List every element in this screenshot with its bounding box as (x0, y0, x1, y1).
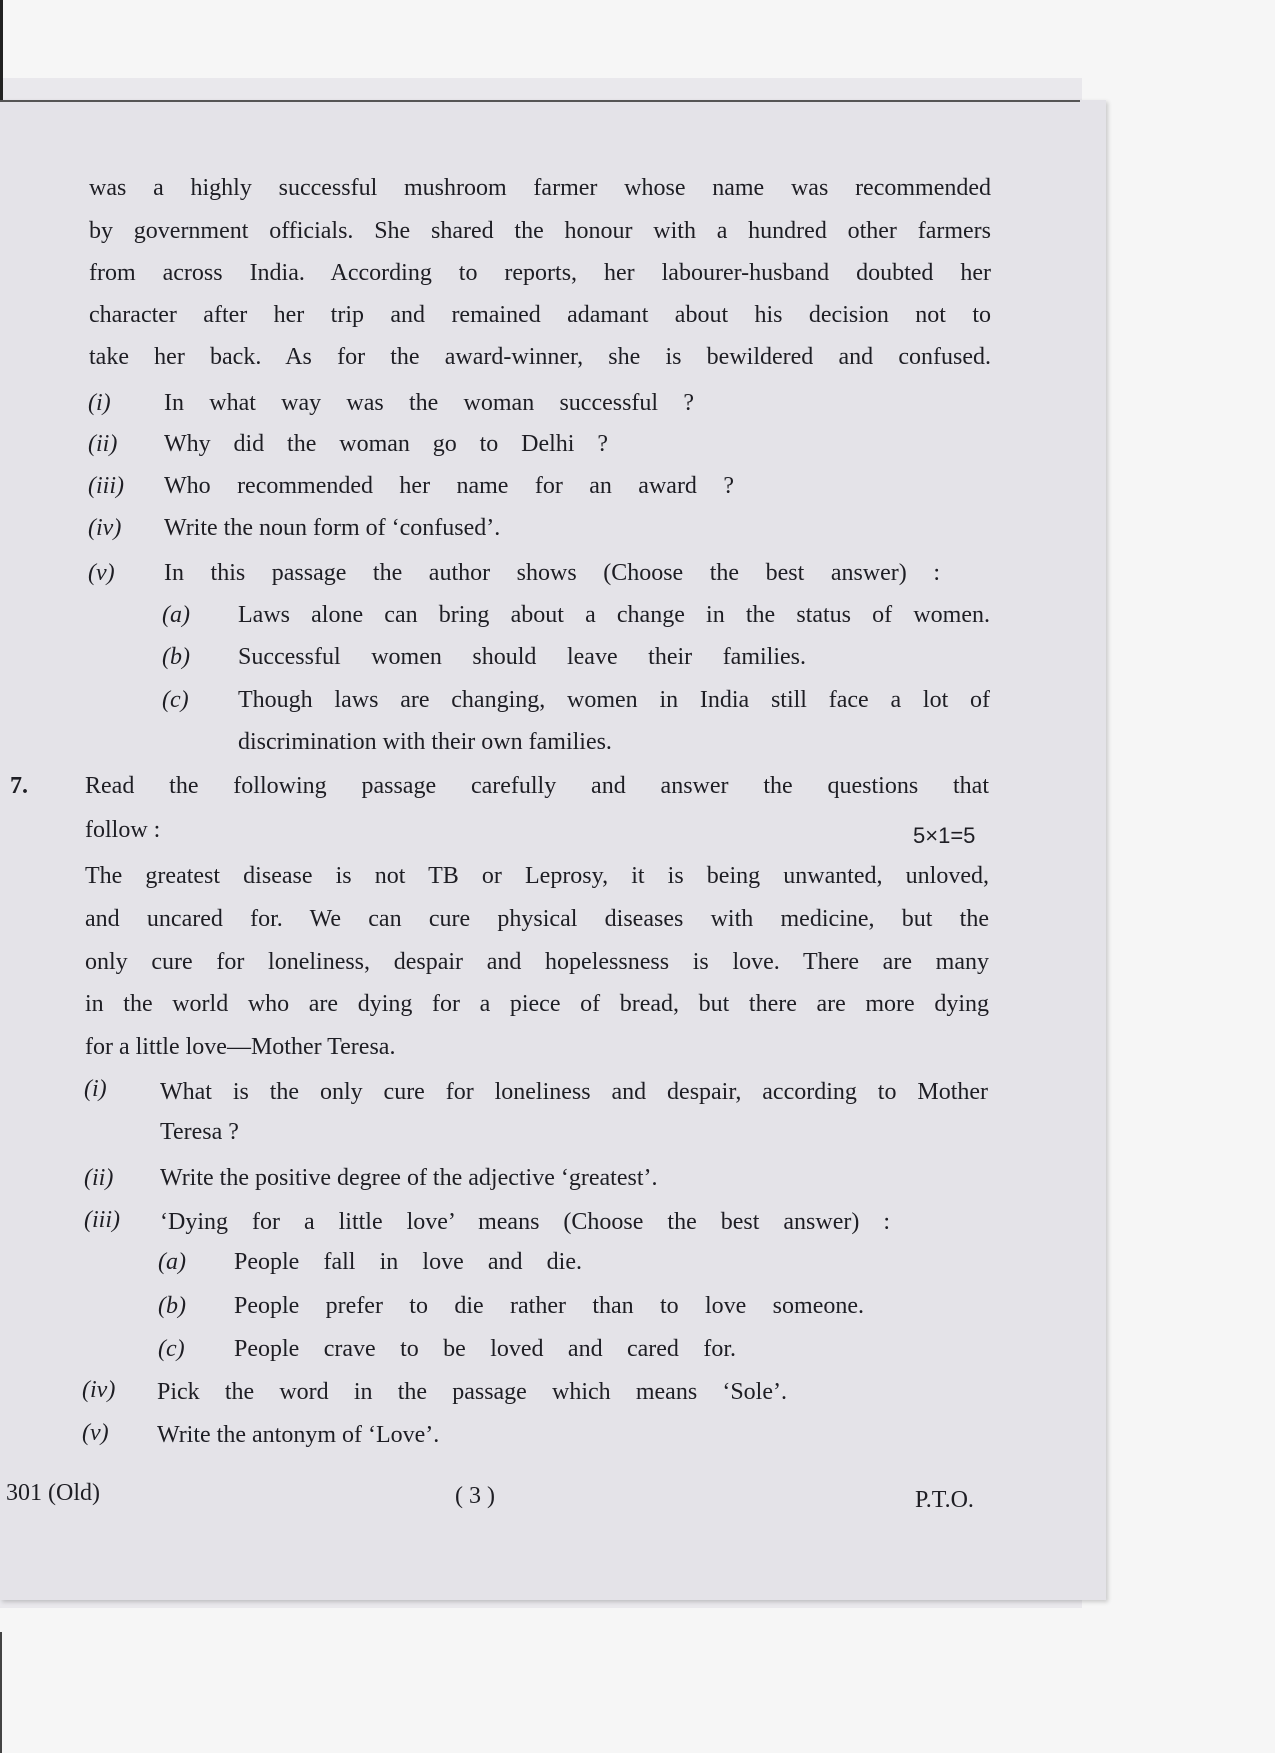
question-number: (iii) (88, 473, 124, 499)
option-letter: (c) (162, 687, 189, 713)
option-text: People crave to be loved and cared for. (234, 1336, 736, 1362)
question-number: (iv) (82, 1377, 116, 1403)
question-number: (i) (84, 1076, 107, 1102)
option-text: Laws alone can bring about a change in the status of women. (238, 602, 990, 628)
question-instruction: follow : (85, 817, 161, 843)
passage-line: from across India. According to reports, her labourer-husband doubted her (89, 260, 991, 286)
question-text: Write the positive degree of the adjective ‘greatest’. (160, 1165, 658, 1191)
question-text: Teresa ? (160, 1119, 239, 1145)
question-text: Pick the word in the passage which means ‘Sole’. (157, 1379, 787, 1405)
pto-label: P.T.O. (915, 1487, 974, 1513)
question-number: (ii) (84, 1165, 114, 1191)
passage-line: by government officials. She shared the honour with a hundred other farmers (89, 218, 991, 244)
passage-line: take her back. As for the award-winner, she is bewildered and confused. (89, 344, 991, 370)
marks-label: 5×1=5 (913, 823, 976, 848)
option-text: Though laws are changing, women in India still face a lot of (238, 687, 990, 713)
question-number: (iii) (84, 1207, 120, 1233)
question-text: Why did the woman go to Delhi ? (164, 431, 608, 457)
question-instruction: Read the following passage carefully and answer the questions that (85, 773, 989, 799)
scan-edge-line (0, 0, 3, 100)
page-top-rule (0, 100, 1080, 102)
option-text: discrimination with their own families. (238, 729, 612, 755)
question-text: What is the only cure for loneliness and despair, according to Mother (160, 1079, 988, 1105)
question-number: (v) (82, 1420, 109, 1446)
option-letter: (c) (158, 1336, 185, 1362)
question-number: (ii) (88, 431, 118, 457)
question-number: (i) (88, 390, 111, 416)
question-number: (v) (88, 560, 115, 586)
question-text: Write the noun form of ‘confused’. (164, 515, 501, 541)
passage-line: for a little love—Mother Teresa. (85, 1034, 396, 1060)
question-text: In this passage the author shows (Choose the best answer) : (164, 560, 940, 586)
option-text: People fall in love and die. (234, 1249, 582, 1275)
option-text: Successful women should leave their families. (238, 644, 806, 670)
option-letter: (b) (158, 1293, 186, 1319)
passage-line: in the world who are dying for a piece of bread, but there are more dying (85, 991, 989, 1017)
passage-line: was a highly successful mushroom farmer whose name was recommended (89, 175, 991, 201)
scan-edge-line-bottom (0, 1632, 2, 1753)
question-number: (iv) (88, 515, 122, 541)
option-letter: (a) (158, 1249, 186, 1275)
page-number: ( 3 ) (455, 1483, 495, 1509)
option-letter: (a) (162, 602, 190, 628)
option-text: People prefer to die rather than to love someone. (234, 1293, 864, 1319)
question-text: Who recommended her name for an award ? (164, 473, 734, 499)
question-text: Write the antonym of ‘Love’. (157, 1422, 440, 1448)
paper-code: 301 (Old) (6, 1480, 100, 1506)
question-text: ‘Dying for a little love’ means (Choose the best answer) : (160, 1209, 890, 1235)
option-letter: (b) (162, 644, 190, 670)
passage-line: character after her trip and remained adamant about his decision not to (89, 302, 991, 328)
passage-line: The greatest disease is not TB or Leprosy, it is being unwanted, unloved, (85, 863, 989, 889)
passage-line: and uncared for. We can cure physical diseases with medicine, but the (85, 906, 989, 932)
question-text: In what way was the woman successful ? (164, 390, 694, 416)
question-number: 7. (10, 773, 28, 799)
passage-line: only cure for loneliness, despair and hopelessness is love. There are many (85, 949, 989, 975)
